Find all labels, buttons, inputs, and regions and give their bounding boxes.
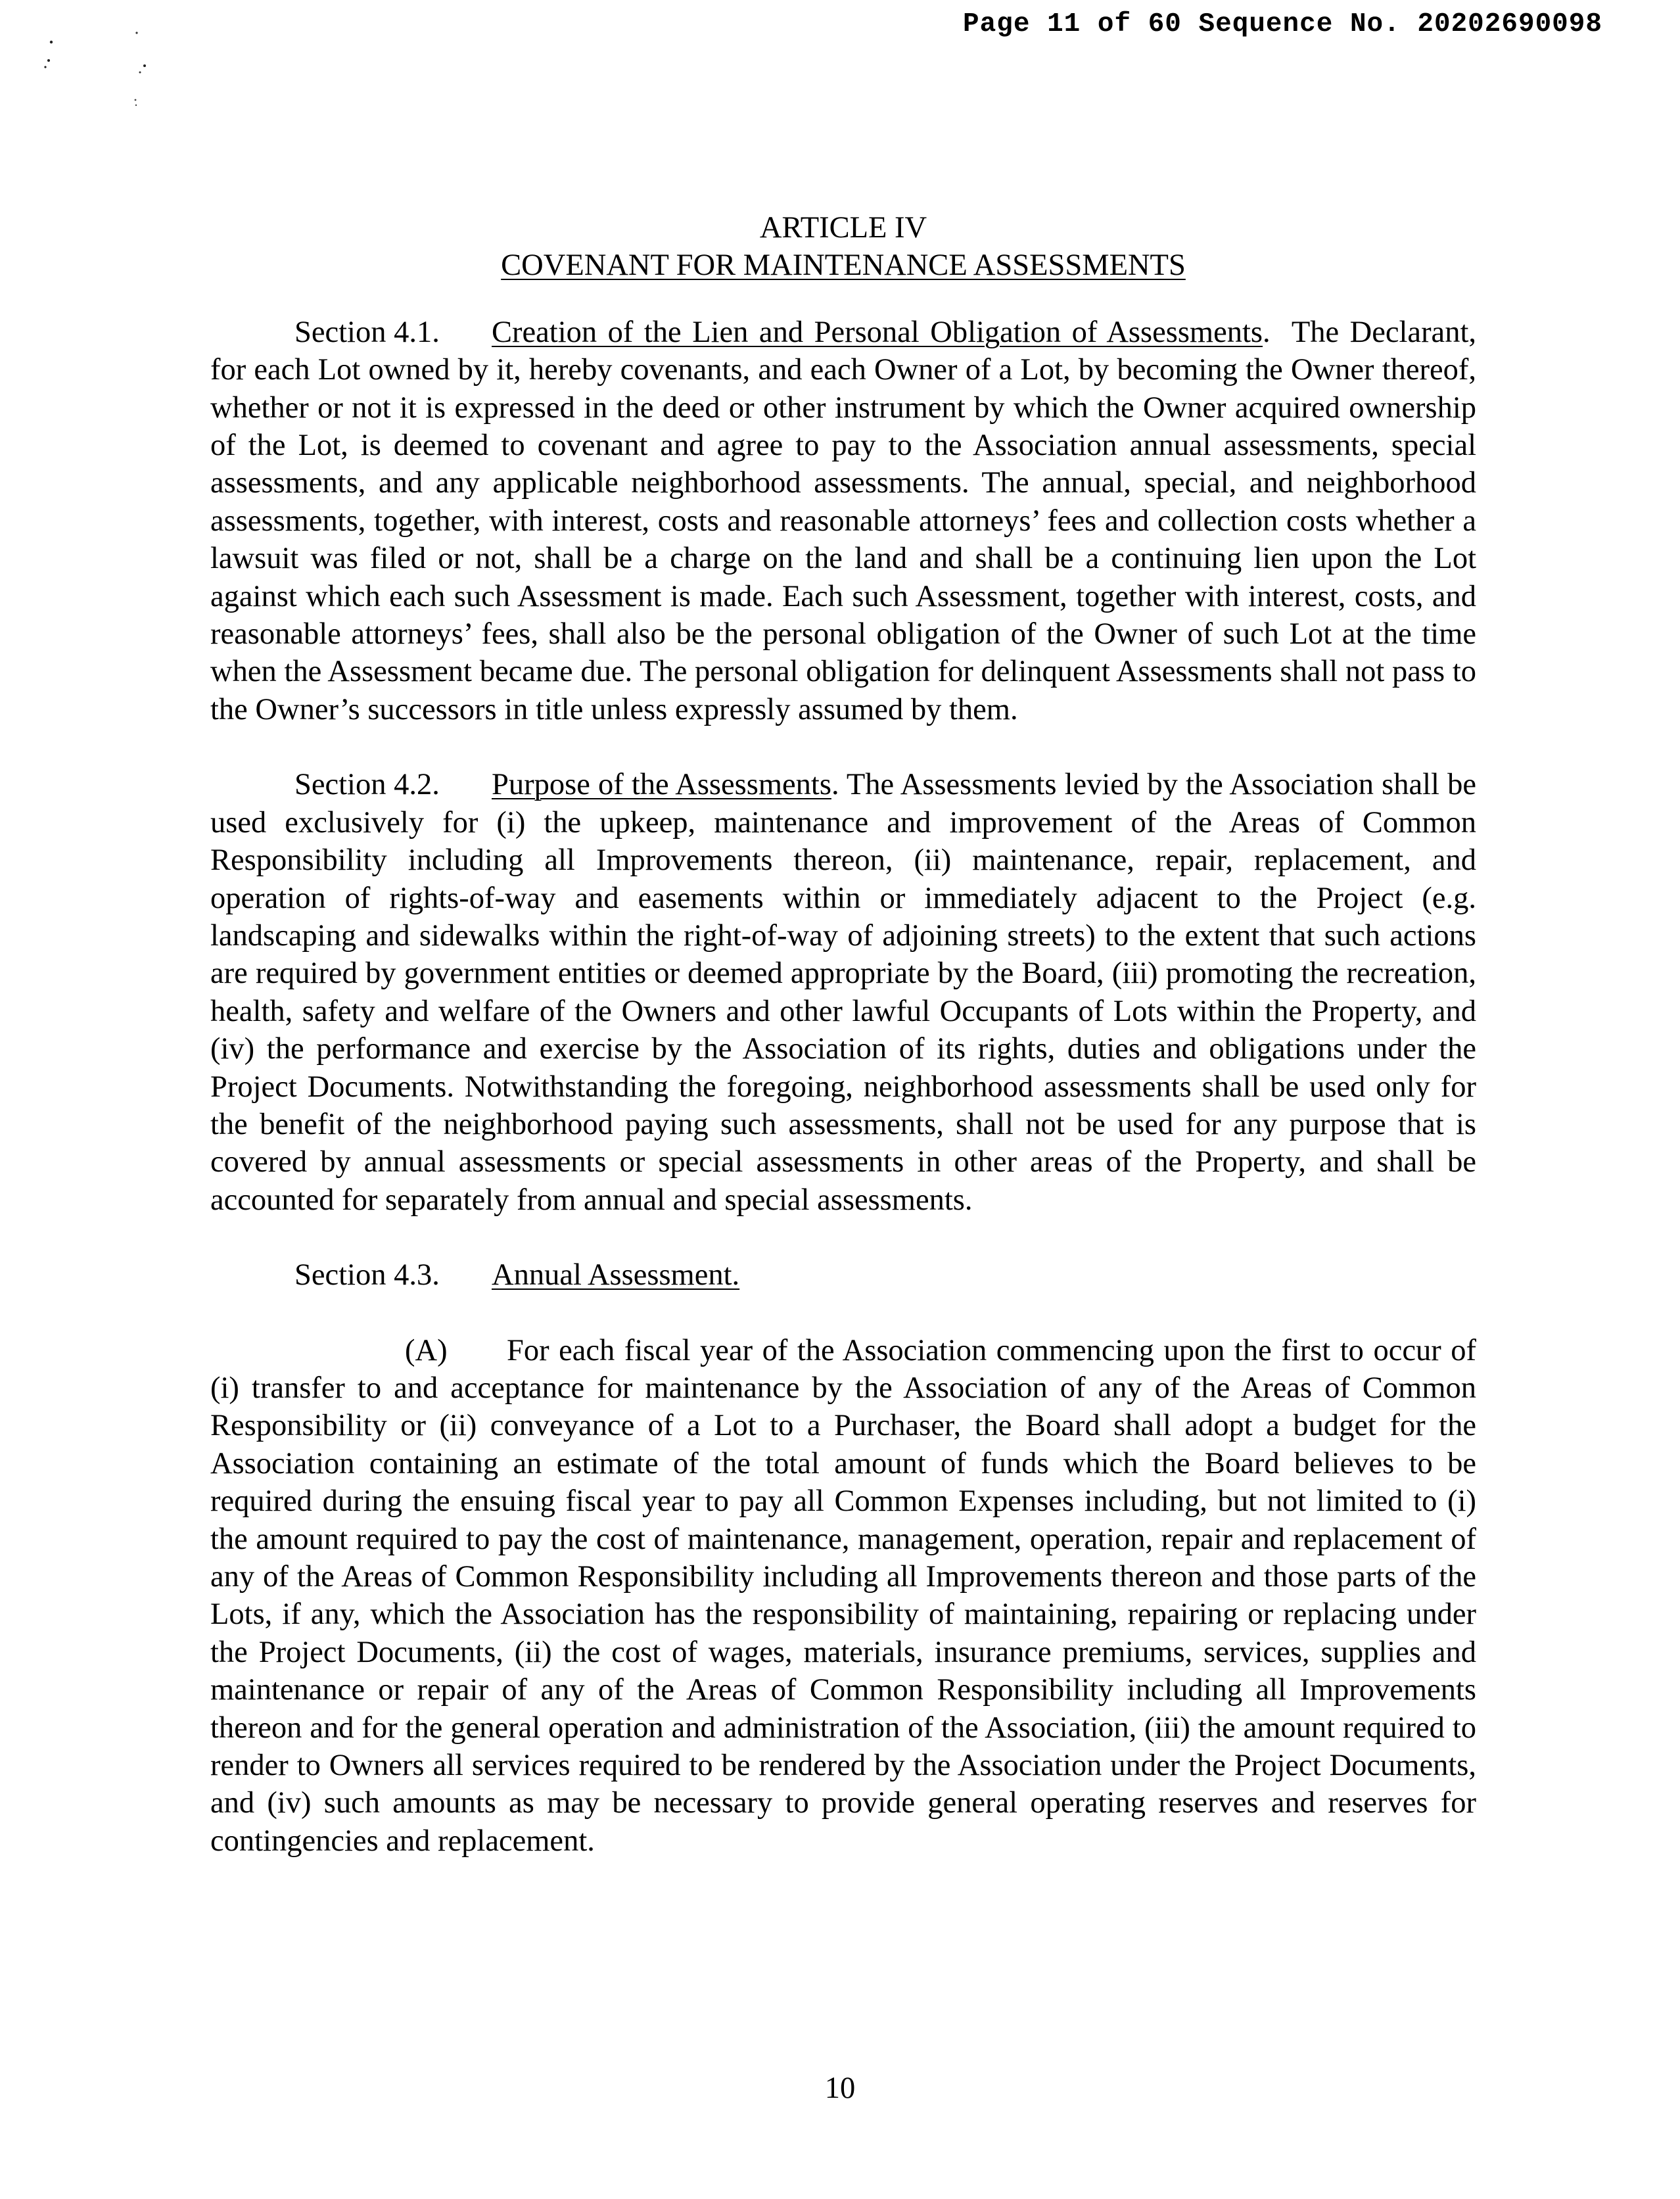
article-title: COVENANT FOR MAINTENANCE ASSESSMENTS bbox=[501, 248, 1186, 283]
section-label: Section 4.3. bbox=[294, 1258, 440, 1292]
section-title: Purpose of the Assessments bbox=[492, 768, 831, 802]
subsection-a bbox=[210, 1332, 1476, 1860]
section-4-2: Section 4.2. Purpose of the Assessments. The Assessments levied by the Association shall be used exclusively for (i) the upkeep, maintenance and improvement of the Areas of Common Responsibility including all Improvements thereon, (ii) maintenance, repair, replacement, and operation of rights-of-way and easements within or immediately adjacent to the Project (e.g. landscaping and sidewalks within the right-of-way of adjoining streets) to the extent that such actions are required by government entities or deemed appropriate by the Board, (iii) promoting the recreation, health, safety and welfare of the Owners and other lawful Occupants of Lots within the Property, and (iv) the performance and exercise by the Association of its rights, duties and obligations under the Project Documents. Notwithstanding the foregoing, neighborhood assessments shall be used only for the benefit of the neighborhood paying such assessments, shall not be used for any purpose that is covered by annual assessments or special assessments in other areas of the Property, and shall be accounted for separately from annual and special assessments. bbox=[210, 766, 1476, 1219]
section-label: Section 4.2. bbox=[294, 768, 440, 802]
page-number: 10 bbox=[824, 2071, 856, 2105]
section-4-1: Section 4.1. Creation of the Lien and Personal Obligation of Assessments. The Declarant, for each Lot owned by it, hereby covenants, and each Owner of a Lot, by becoming the Owner thereof, whether or not it is expressed in the deed or other instrument by which the Owner acquired ownership of the Lot, is deemed to covenant and agree to pay to the Association annual assessments, special assessments, and any applicable neighborhood assessments. The annual, special, and neighborhood assessments, together, with interest, costs and reasonable attorneys’ fees and collection costs whether a lawsuit was filed or not, shall be a charge on the land and shall be a continuing lien upon the Lot against which each such Assessment is made. Each such Assessment, together with interest, costs, and reasonable attorneys’ fees, shall also be the personal obligation of the Owner of such Lot at the time when the Assessment became due. The personal obligation for delinquent Assessments shall not pass to the Owner’s successors in title unless expressly assumed by them. bbox=[210, 314, 1476, 728]
page-sequence-header: Page 11 of 60 Sequence No. 20202690098 bbox=[963, 9, 1602, 39]
section-title: Annual Assessment. bbox=[492, 1258, 740, 1292]
section-4-3 bbox=[210, 1256, 1476, 1294]
section-body: The Declarant, for each Lot owned by it, hereby covenants, and each Owner of a Lot, by becoming the Owner thereof, whether or not it is expressed in the deed or other instrument by which the Owner acquired ownership of the Lot, is deemed to covenant and agree to pay to the Association annual assessments, special assessments, and any applicable neighborhood assessments. The annual, special, and neighborhood assessments, together, with interest, costs and reasonable attorneys’ fees and collection costs whether a lawsuit was filed or not, shall be a charge on the land and shall be a continuing lien upon the Lot against which each such Assessment is made. Each such Assessment, together with interest, costs, and reasonable attorneys’ fees, shall also be the personal obligation of the Owner of such Lot at the time when the Assessment became due. The personal obligation for delinquent Assessments shall not pass to the Owner’s successors in title unless expressly assumed by them. bbox=[210, 315, 1476, 726]
subsection-label: (A) bbox=[405, 1333, 448, 1367]
section-body: The Assessments levied by the Association shall be used exclusively for (i) the upkeep, maintenance and improvement of the Areas of Common Responsibility including all Improvements thereon, (ii) maintenance, repair, replacement, and operation of rights-of-way and easements within or immediately adjacent to the Project (e.g. landscaping and sidewalks within the right-of-way of adjoining streets) to the extent that such actions are required by government entities or deemed appropriate by the Board, (iii) promoting the recreation, health, safety and welfare of the Owners and other lawful Occupants of Lots within the Property, and (iv) the performance and exercise by the Association of its rights, duties and obligations under the Project Documents. Notwithstanding the foregoing, neighborhood assessments shall be used only for the benefit of the neighborhood paying such assessments, shall not be used for any purpose that is covered by annual assessments or special assessments in other areas of the Property, and shall be accounted for separately from annual and special assessments. bbox=[210, 768, 1476, 1217]
document-body bbox=[210, 209, 1476, 1897]
section-title: Creation of the Lien and Personal Obligation of Assessments bbox=[492, 315, 1263, 349]
article-number: ARTICLE IV bbox=[759, 211, 927, 245]
subsection-body: For each fiscal year of the Association commencing upon the first to occur of (i) transfer to and acceptance for maintenance by the Association of any of the Areas of Common Responsibility or (ii) conveyance of a Lot to a Purchaser, the Board shall adopt a budget for the Association containing an estimate of the total amount of funds which the Board believes to be required during the ensuing fiscal year to pay all Common Expenses including, but not limited to (i) the amount required to pay the cost of maintenance, management, operation, repair and replacement of any of the Areas of Common Responsibility including all Improvements thereon and those parts of the Lots, if any, which the Association has the responsibility of maintaining, repairing or replacing under the Project Documents, (ii) the cost of wages, materials, insurance premiums, services, supplies and maintenance or repair of any of the Areas of Common Responsibility including all Improvements thereon and for the general operation and administration of the Association, (iii) the amount required to render to Owners all services required to be rendered by the Association under the Project Documents, and (iv) such amounts as may be necessary to provide general operating reserves and reserves for contingencies and replacement. bbox=[210, 1333, 1476, 1858]
section-label: Section 4.1. bbox=[294, 315, 440, 349]
scan-specks bbox=[39, 20, 171, 118]
